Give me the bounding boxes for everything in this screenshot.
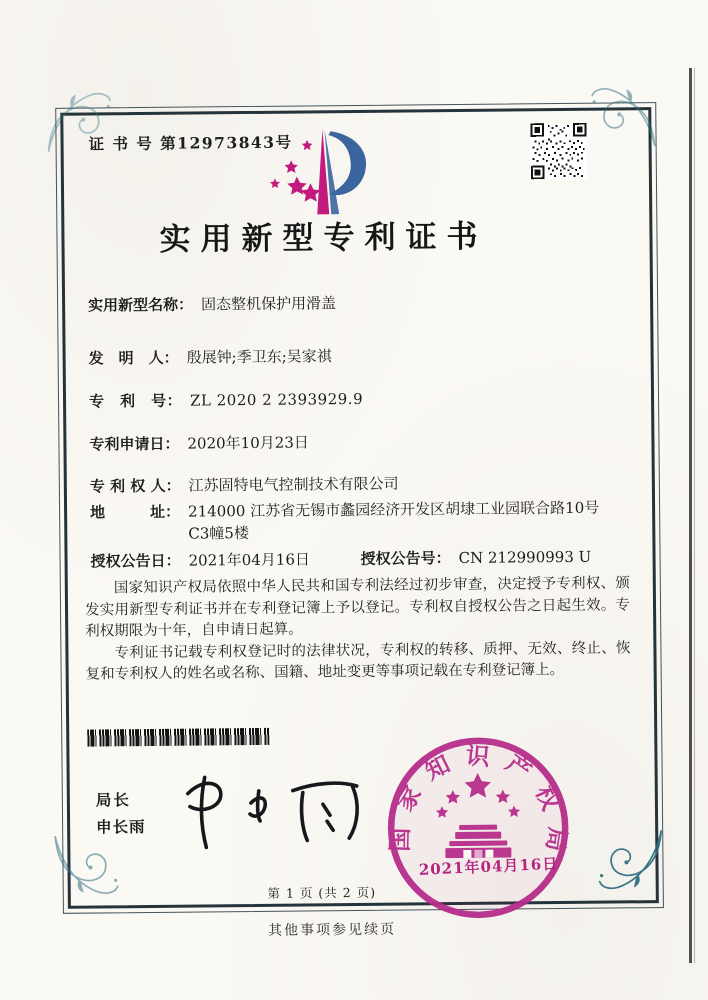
field-address <box>90 497 612 546</box>
field-label: 发 明 人： <box>88 348 179 368</box>
scan-edge-artifact <box>689 68 692 963</box>
corner-flourish-icon <box>591 825 668 902</box>
signer-name: 申长雨 <box>96 817 146 837</box>
cnipa-logo-icon <box>260 126 379 219</box>
field-grant-number <box>360 546 591 570</box>
handwritten-signature-icon <box>175 760 388 858</box>
field-label: 授权公告日： <box>90 551 181 571</box>
page-number: 第 1 页 (共 2 页) <box>267 884 377 901</box>
field-label: 专利申请日： <box>89 434 180 454</box>
corner-flourish-icon <box>584 75 661 152</box>
body-paragraph: 专利证书记载专利权登记时的法律状况，专利权的转移、质押、无效、终止、恢复和专利权人的姓名或名称、国籍、地址变更等事项记载在专利登记簿上。 <box>85 639 631 683</box>
seal-ring-text: 国家知识产权局 <box>384 740 574 868</box>
legal-body-text <box>85 573 631 686</box>
corner-flourish-icon <box>49 830 126 907</box>
field-label: 授权公告号： <box>360 549 451 568</box>
field-value: 214000 江苏省无锡市蠡园经济开发区胡埭工业园联合路10号C3幢5楼 <box>188 498 600 543</box>
scan-edge-artifact <box>694 68 695 963</box>
field-value: CN 212990993 U <box>458 547 592 567</box>
field-label: 专 利 权 人： <box>89 476 181 496</box>
continuation-note: 其他事项参见续页 <box>268 921 397 939</box>
field-label: 专 利 号： <box>88 391 183 411</box>
field-patent-number <box>89 388 363 413</box>
certificate-title: 实用新型专利证书 <box>159 218 488 258</box>
barcode-icon <box>87 728 269 747</box>
field-grant-date <box>90 548 310 572</box>
signer-role: 局长 <box>95 790 131 810</box>
field-label: 实用新型名称： <box>88 295 194 315</box>
seal-date-stamp: 2021年04月16日 <box>418 854 559 879</box>
field-value: 殷展钟;季卫东;吴家祺 <box>186 347 332 367</box>
field-inventors <box>89 345 332 369</box>
field-value: 2020年10月23日 <box>187 433 309 453</box>
field-utility-model-name <box>88 292 336 316</box>
certificate-number: 证 书 号 第12973843号 <box>88 132 293 154</box>
field-value: 江苏固特电气控制技术有限公司 <box>188 474 399 495</box>
field-filing-date <box>89 431 309 455</box>
body-paragraph: 国家知识产权局依照中华人民共和国专利法经过初步审查，决定授予专利权、颁发实用新型专利证书并在专利登记簿上予以登记。专利权自授权公告之日起生效。专利权期限为十年，自申请日起算。 <box>84 575 631 640</box>
field-label: 地 址： <box>90 502 181 522</box>
field-value: 固态整机保护用滑盖 <box>201 294 337 314</box>
qr-code-icon <box>529 123 588 180</box>
field-value: 2021年04月16日 <box>188 550 311 570</box>
field-patentee <box>90 473 399 498</box>
field-value: ZL 2020 2 2393929.9 <box>189 389 364 410</box>
